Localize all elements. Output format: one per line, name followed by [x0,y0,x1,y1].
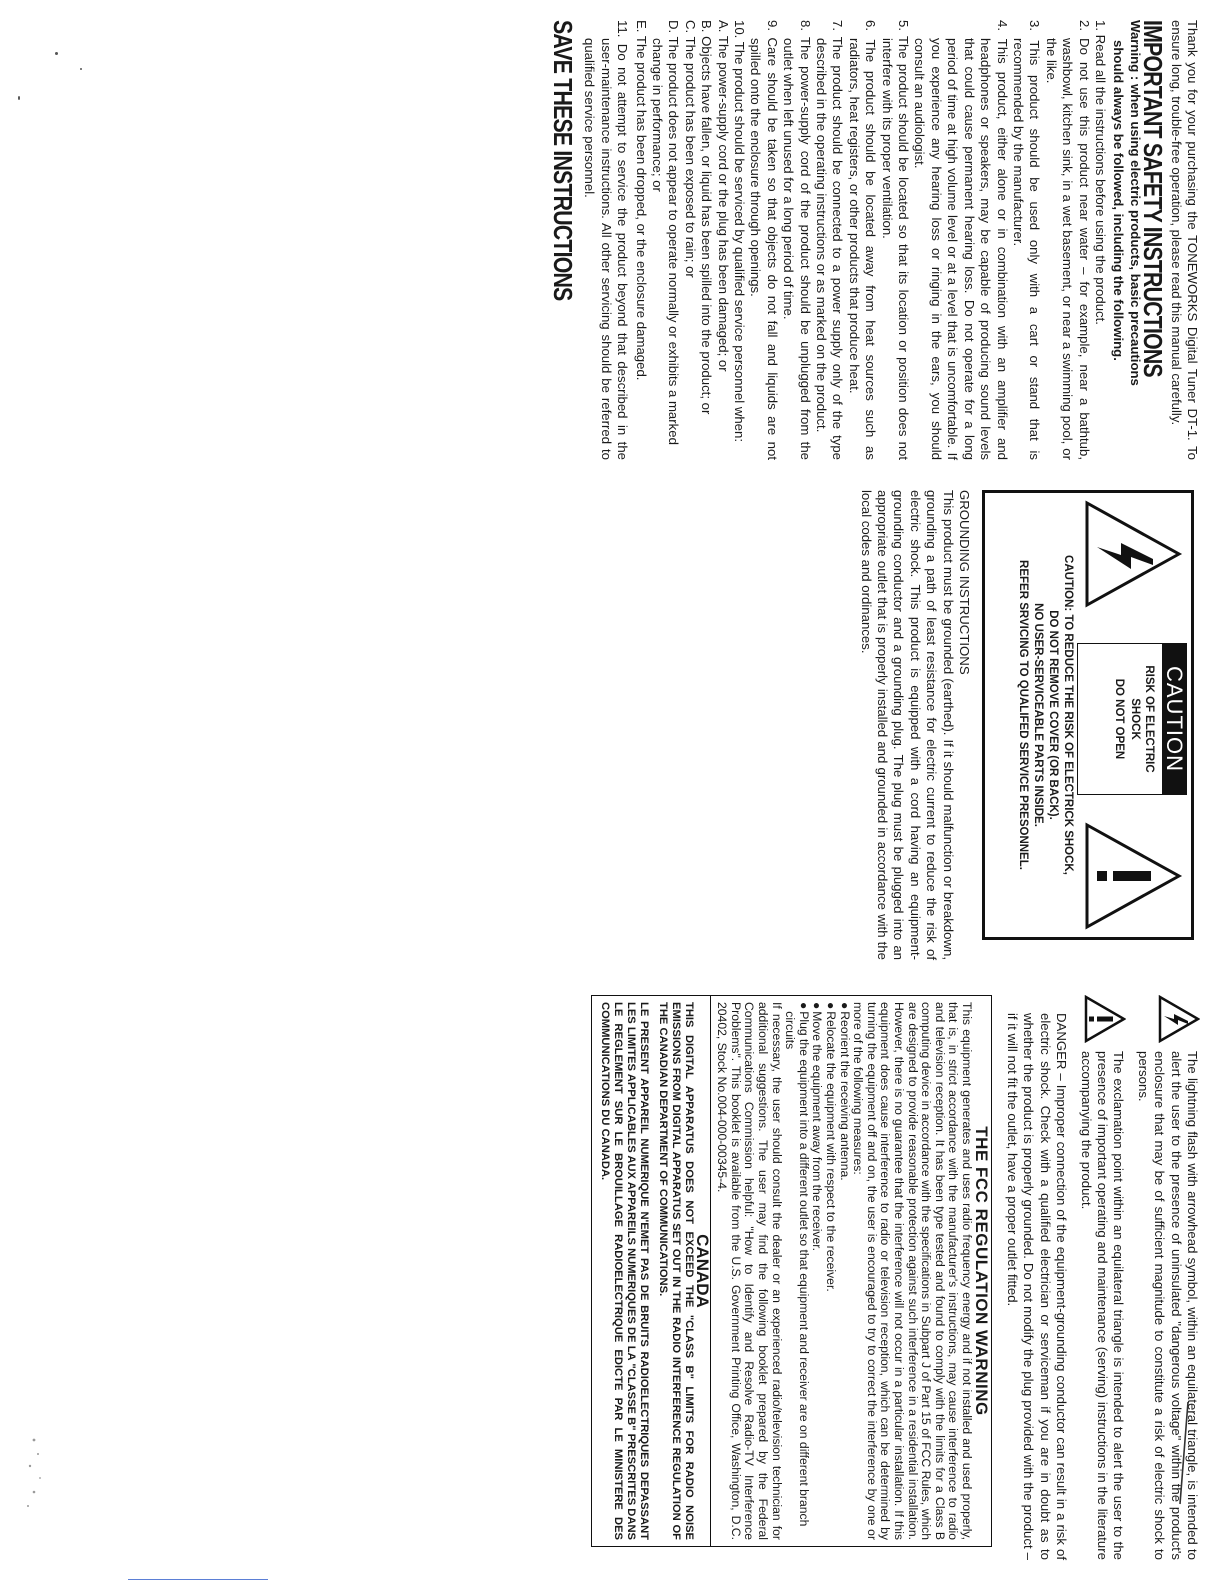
caution-line-4: REFER SRVICING TO QUALIFED SERVICE PRESONNEL. [1017,560,1029,870]
scan-edge-line [128,1579,268,1580]
fcc-regulation-box [591,995,991,1547]
bullet-icon: ● [810,1002,825,1010]
symbols-and-regulation-column [591,995,1200,1560]
warning-line-2: should always be followed, including the following. [1111,40,1127,361]
rotated-manual-page [20,20,1200,1560]
scan-edge-mark [1170,1400,1200,1510]
list-item: 4. This product, either alone or in combination with an amplifier and headphones or speakers, may be capable of producing sound levels that could cause permanent hearing loss. Do not operate for a long period of time at high volume level or at a level that is uncomfortable. If you experience any hearing loss or ringing in the ears, you should consult an audiologist. [912,20,1010,460]
list-item: 2. Do not use this product near water – for example, near a bathtub, washbowl, kitchen sink, in a wet basement, or near a swimming pool, or the like. [1043,20,1092,460]
caution-line-2: DO NOT REMOVE COVER (OR BACK). [1047,610,1059,820]
bullet-icon: ● [824,1002,838,1010]
caution-title: CAUTION [1162,644,1186,794]
fcc-title: THE FCC REGULATION WARNING [971,1126,991,1416]
list-item: E. The product has been dropped, or the enclosure damaged. [633,20,649,381]
list-item: 3. This product should be used only with a cart or stand that is recommended by the manufacturer. [1010,20,1043,460]
important-safety-heading: IMPORTANT SAFETY INSTRUCTIONS [1138,20,1169,377]
caution-line-1: CAUTION: TO REDUCE THE RISK OF ELECTRICK SHOCK, [1062,555,1074,875]
fcc-measure: ● Reorient the receiving antenna. [837,1002,852,1181]
lightning-triangle-icon [1158,995,1200,1043]
caution-title-block [1077,643,1187,795]
caution-subtitle-1: RISK OF ELECTRIC SHOCK [1128,665,1155,773]
list-item: 1. Read all the instructions before using the product. [1092,20,1108,325]
list-item: C. The product has been exposed to rain; or [682,20,698,278]
grounding-title: GROUNDING INSTRUCTIONS [957,490,972,675]
fcc-measure: ● Relocate the equipment with respect to the receiver. [824,1002,838,1292]
list-item: A. The power-supply cord or the plug has been damaged; or [715,20,731,372]
exclamation-triangle-icon [1083,821,1183,931]
canada-english-text: THIS DIGITAL APPARATUS DOES NOT EXCEED THE "CLASS B" LIMITS FOR RADIO NOISE EMISSIONS FROM DIGITAL APPARATUS SET OUT IN THE RADIO INTERFERENCE REGULATION OF THE CANADIAN DEPARTMENT OF COMMUNICATIONS. [657,1002,696,1540]
caution-line-3: NO USER-SERVICEABLE PARTS INSIDE. [1032,603,1044,827]
intro-text: Thank you for your purchasing the TONEWORKS Digital Tuner DT-1. To ensure long, trouble-free operation, please read this manual carefully. [1168,20,1200,460]
canada-title: CANADA [695,996,711,1546]
list-item: B. Objects have fallen, or liquid has been spilled into the product; or [699,20,715,415]
fcc-measure: ● Move the equipment away from the receiver. [810,1002,825,1252]
exclamation-symbol-explanation [1077,995,1126,1560]
fcc-closing: If necessary, the user should consult the dealer or an experienced radio/television technician for additional suggestions. The user may find the following booklet prepared by the Federal Communications Commission helpful: "How to Identify and Resolve Radio-TV Interference Problems". This booklet is available from the U.S. Government Printing Office, Washington, D.C. 20402, Stock No.004-000-00345-4. [715,1002,784,1540]
instruction-list-end [581,20,630,460]
caution-subtitle-2: DO NOT OPEN [1112,678,1125,760]
instruction-list [731,20,1108,460]
save-instructions-heading: SAVE THESE INSTRUCTIONS [547,20,578,301]
bullet-icon: ● [837,1002,852,1010]
grounding-text: This product must be grounded (earthed). If it should malfunction or breakdown, grounding a path of least resistance for electric current to reduce the risk of electric shock. This product is equipped with a cord having an equipment-grounding conductor and a grounding plug. The plug must be plugged into an appropriate outlet that is properly installed and grounded in accordance with the local codes and ordinances. [858,490,956,960]
warning-line-1: Warning : when using electric products, basic precautions [1127,20,1143,386]
danger-text: DANGER – Improper connection of the equipment-grounding conductor can result in a risk of electric shock. Check with a qualified electrician or serviceman if you are in doubt as to whether the product is properly grounded. Do not modify the plug provided with the product – if it will not fit the outlet, have a proper outlet fitted. [1004,1013,1070,1560]
list-item: 11. Do not attempt to service the product beyond that described in the user-maintenance instructions. All other servicing should be referred to qualified service personnel. [582,20,631,460]
scan-smudge [14,1420,54,1520]
list-item: 6. The product should be located away from heat sources such as radiators, heat registers, or other products that produce heat. [846,20,879,460]
scan-speck [80,68,82,70]
caution-label-box [982,490,1194,940]
lightning-triangle-icon [1083,499,1183,609]
safety-column [547,20,1200,460]
service-condition-list [632,20,730,460]
canada-french-text: LE PRESENT APPAREIL NUMERIQUE N'EMET PAS DE BRUITS RADIOELECTRIQUES DEPASSANT LES LIMITES APPLICABLES AUX APPAREILS NUMERIQUES DE LA "CLASSE B" PRESCRITES DANS LE REGLEMENT SUR LE BROUILLAGE RADIOELECTRIQUE EDICTE PAR LE MINISTERE DES COMMUNICATIONS DU CANADA. [599,1002,651,1540]
scan-speck [55,52,58,55]
exclamation-symbol-text: The exclamation point within an equilateral triangle is intended to alert the user to the presence of important operating and maintenance (serving) instructions in the literature accompanying the product. [1078,1051,1127,1560]
fcc-text: This equipment generates and uses radio frequency energy and if not installed and used properly, that is, in strict accordance with the manufacturer's instructions, may cause interference to radio and television reception. It has been type tested and found to comply with the limits for a Class B computing device in accordance with the specifications in Subpart J of Part 15 of FCC Rules, which are designed to provide reasonable protection against such interference in a residential installation. However, there is no guarantee that the interference will not occur in a particular installation. If this equipment does cause interference to radio or television reception, which can be determined by turning the equipment off and on, the user is encouraged to try to correct the interference by one or more of the following measures: [851,1002,974,1540]
list-item: 8. The power-supply cord of the product should be unplugged from the outlet when left unused for a long period of time. [781,20,813,460]
caution-column [857,490,1200,960]
fcc-measure: ● Plug the equipment into a different outlet so that equipment and receiver are on different branch circuits [783,1002,811,1527]
list-item: 9. Care should be taken so that objects do not fall and liquids are not spilled onto the enclosure through openings. [748,20,780,460]
lightning-symbol-text: The lightning flash with arrowhead symbol, within an equilateral triangle, is intended to alert the user to the presence of uninsulated "dangerous voltage" within the product's enclosure that may be of sufficient magnitude to constitute a risk of electric shock to persons. [1135,1051,1200,1560]
list-item: 7. The product should be connected to a power supply only of the type described in the operating instructions or as marked on the product. [814,20,846,460]
scan-speck [18,96,20,100]
list-item: 10. The product should be serviced by qualified service personnel when: [732,20,748,443]
caution-body [1015,501,1075,929]
list-item: 5. The product should be located so that its location or position does not interfere with its proper ventilation. [879,20,912,460]
exclamation-triangle-icon [1084,995,1126,1043]
bullet-icon: ● [796,1002,811,1010]
list-item: D. The product does not appear to operate normally or exhibits a marked change in performance; or [650,20,682,445]
